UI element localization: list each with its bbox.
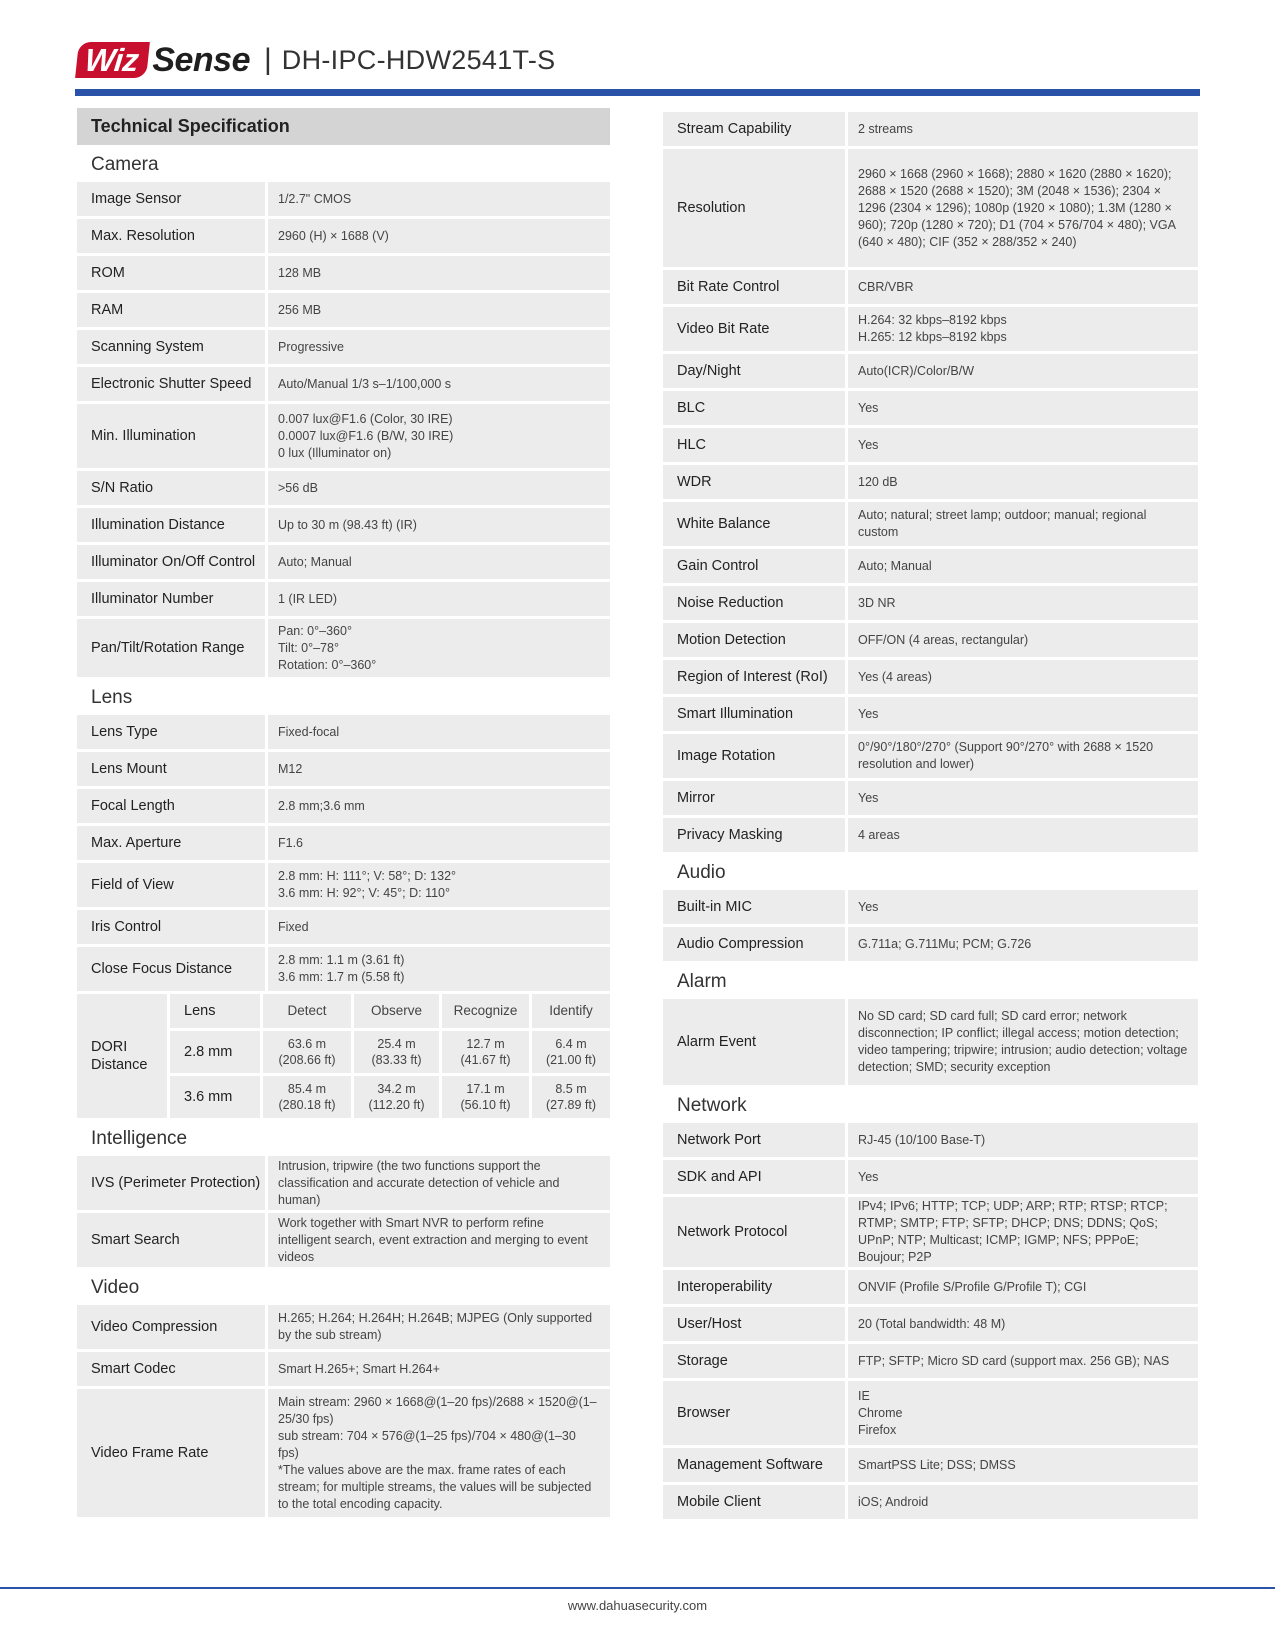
spec-value: H.264: 32 kbps–8192 kbps H.265: 12 kbps–8192 kbps bbox=[848, 307, 1198, 351]
spec-label: Audio Compression bbox=[663, 927, 845, 961]
spec-label: Storage bbox=[663, 1344, 845, 1378]
spec-label: WDR bbox=[663, 465, 845, 499]
spec-value: Yes (4 areas) bbox=[848, 660, 1198, 694]
spec-value: Main stream: 2960 × 1668@(1–20 fps)/2688 × 1520@(1–25/30 fps) sub stream: 704 × 576@(1–25 fps)/704 × 480@(1–30 fps) *The values above are the max. frame rates of each stream; for multiple streams, the values will be subjected to the total encoding capacity. bbox=[268, 1389, 610, 1517]
spec-row-stream-capability bbox=[663, 112, 1198, 146]
spec-row-storage bbox=[663, 1344, 1198, 1378]
dori-lens: 3.6 mm bbox=[170, 1076, 260, 1118]
spec-value: Auto; Manual bbox=[848, 549, 1198, 583]
spec-row-day-night bbox=[663, 354, 1198, 388]
spec-value: Pan: 0°–360° Tilt: 0°–78° Rotation: 0°–360° bbox=[268, 619, 610, 677]
spec-row-electronic-shutter-speed bbox=[77, 367, 610, 401]
dori-cell: 17.1 m (56.10 ft) bbox=[442, 1076, 529, 1118]
spec-label: Built-in MIC bbox=[663, 890, 845, 924]
spec-value: IE Chrome Firefox bbox=[848, 1381, 1198, 1445]
spec-value: Auto; Manual bbox=[268, 545, 610, 579]
spec-row-iris-control bbox=[77, 910, 610, 944]
spec-value: Yes bbox=[848, 781, 1198, 815]
spec-value: 4 areas bbox=[848, 818, 1198, 852]
spec-label: Mirror bbox=[663, 781, 845, 815]
logo-sense-text: Sense bbox=[152, 40, 250, 79]
spec-value: SmartPSS Lite; DSS; DMSS bbox=[848, 1448, 1198, 1482]
spec-row-built-in-mic bbox=[663, 890, 1198, 924]
spec-label: Close Focus Distance bbox=[77, 947, 265, 991]
spec-value: 2 streams bbox=[848, 112, 1198, 146]
spec-label: Focal Length bbox=[77, 789, 265, 823]
spec-row-bit-rate-control bbox=[663, 270, 1198, 304]
spec-value: 2.8 mm;3.6 mm bbox=[268, 789, 610, 823]
dori-grid bbox=[170, 994, 610, 1118]
spec-value: F1.6 bbox=[268, 826, 610, 860]
spec-row-pan-tilt-rotation-range bbox=[77, 619, 610, 677]
spec-value: Yes bbox=[848, 1160, 1198, 1194]
spec-label: User/Host bbox=[663, 1307, 845, 1341]
spec-row-management-software bbox=[663, 1448, 1198, 1482]
dori-header: Detect bbox=[263, 994, 351, 1028]
spec-label: Browser bbox=[663, 1381, 845, 1445]
spec-value: Yes bbox=[848, 890, 1198, 924]
spec-label: Alarm Event bbox=[663, 999, 845, 1085]
spec-label: Field of View bbox=[77, 863, 265, 907]
spec-row-s-n-ratio bbox=[77, 471, 610, 505]
spec-label: Lens Mount bbox=[77, 752, 265, 786]
spec-value: Auto(ICR)/Color/B/W bbox=[848, 354, 1198, 388]
logo-wiz-mark: Wiz bbox=[75, 42, 150, 78]
spec-row-scanning-system bbox=[77, 330, 610, 364]
dori-cell: 12.7 m (41.67 ft) bbox=[442, 1031, 529, 1073]
footer-url: www.dahuasecurity.com bbox=[567, 1598, 708, 1613]
spec-value: CBR/VBR bbox=[848, 270, 1198, 304]
spec-value: 0°/90°/180°/270° (Support 90°/270° with 2688 × 1520 resolution and lower) bbox=[848, 734, 1198, 778]
dori-distance-table bbox=[77, 994, 610, 1118]
spec-row-ram bbox=[77, 293, 610, 327]
spec-value: IPv4; IPv6; HTTP; TCP; UDP; ARP; RTP; RTSP; RTCP; RTMP; SMTP; FTP; SFTP; DHCP; DNS; DDNS; QoS; UPnP; NTP; Multicast; ICMP; IGMP; NFS; PPPoE; Boujour; P2P bbox=[848, 1197, 1198, 1267]
spec-row-max-resolution bbox=[77, 219, 610, 253]
spec-row-region-of-interest-roi bbox=[663, 660, 1198, 694]
spec-label: Gain Control bbox=[663, 549, 845, 583]
spec-label: Video Frame Rate bbox=[77, 1389, 265, 1517]
spec-label: S/N Ratio bbox=[77, 471, 265, 505]
spec-label: White Balance bbox=[663, 502, 845, 546]
section-title-camera: Camera bbox=[91, 154, 159, 175]
spec-value: 1 (IR LED) bbox=[268, 582, 610, 616]
spec-label: SDK and API bbox=[663, 1160, 845, 1194]
spec-label: Network Port bbox=[663, 1123, 845, 1157]
dori-cell: 25.4 m (83.33 ft) bbox=[354, 1031, 439, 1073]
spec-label: IVS (Perimeter Protection) bbox=[77, 1156, 265, 1210]
header-rule bbox=[75, 89, 1200, 96]
spec-row-image-sensor bbox=[77, 182, 610, 216]
spec-row-field-of-view bbox=[77, 863, 610, 907]
spec-row-mobile-client bbox=[663, 1485, 1198, 1519]
spec-row-wdr bbox=[663, 465, 1198, 499]
spec-row-network-protocol bbox=[663, 1197, 1198, 1267]
spec-value: ONVIF (Profile S/Profile G/Profile T); CGI bbox=[848, 1270, 1198, 1304]
spec-row-alarm-event bbox=[663, 999, 1198, 1085]
section-title-audio: Audio bbox=[677, 862, 726, 883]
spec-label: Pan/Tilt/Rotation Range bbox=[77, 619, 265, 677]
spec-row-network-port bbox=[663, 1123, 1198, 1157]
spec-value: Fixed bbox=[268, 910, 610, 944]
spec-label: Stream Capability bbox=[663, 112, 845, 146]
spec-row-user-host bbox=[663, 1307, 1198, 1341]
spec-row-video-frame-rate bbox=[77, 1389, 610, 1517]
spec-value: RJ-45 (10/100 Base-T) bbox=[848, 1123, 1198, 1157]
dori-cell: 8.5 m (27.89 ft) bbox=[532, 1076, 610, 1118]
right-spec-column bbox=[663, 112, 1198, 1522]
spec-row-browser bbox=[663, 1381, 1198, 1445]
page-header bbox=[77, 38, 555, 82]
spec-value: Yes bbox=[848, 391, 1198, 425]
spec-value: 2960 (H) × 1688 (V) bbox=[268, 219, 610, 253]
section-title-video: Video bbox=[91, 1277, 140, 1298]
spec-row-illuminator-number bbox=[77, 582, 610, 616]
spec-value: >56 dB bbox=[268, 471, 610, 505]
spec-label: RAM bbox=[77, 293, 265, 327]
spec-row-resolution bbox=[663, 149, 1198, 267]
spec-label: Video Compression bbox=[77, 1305, 265, 1349]
spec-value: 256 MB bbox=[268, 293, 610, 327]
header-separator: | bbox=[264, 43, 272, 76]
spec-label: Lens Type bbox=[77, 715, 265, 749]
spec-row-smart-search bbox=[77, 1213, 610, 1267]
spec-label: Min. Illumination bbox=[77, 404, 265, 468]
spec-row-video-compression bbox=[77, 1305, 610, 1349]
spec-row-audio-compression bbox=[663, 927, 1198, 961]
spec-label: Motion Detection bbox=[663, 623, 845, 657]
spec-label: Day/Night bbox=[663, 354, 845, 388]
spec-label: Privacy Masking bbox=[663, 818, 845, 852]
spec-label: Image Rotation bbox=[663, 734, 845, 778]
spec-row-illuminator-on-off-control bbox=[77, 545, 610, 579]
spec-label: Interoperability bbox=[663, 1270, 845, 1304]
spec-value: iOS; Android bbox=[848, 1485, 1198, 1519]
dori-header: Identify bbox=[532, 994, 610, 1028]
spec-row-white-balance bbox=[663, 502, 1198, 546]
model-number: DH-IPC-HDW2541T-S bbox=[281, 44, 556, 75]
spec-row-interoperability bbox=[663, 1270, 1198, 1304]
dori-cell: 6.4 m (21.00 ft) bbox=[532, 1031, 610, 1073]
spec-label: Image Sensor bbox=[77, 182, 265, 216]
spec-label: Iris Control bbox=[77, 910, 265, 944]
spec-label: Smart Search bbox=[77, 1213, 265, 1267]
spec-label: Max. Resolution bbox=[77, 219, 265, 253]
spec-row-smart-illumination bbox=[663, 697, 1198, 731]
spec-label: Smart Codec bbox=[77, 1352, 265, 1386]
spec-value: G.711a; G.711Mu; PCM; G.726 bbox=[848, 927, 1198, 961]
spec-row-gain-control bbox=[663, 549, 1198, 583]
spec-value: Yes bbox=[848, 697, 1198, 731]
dori-lens: 2.8 mm bbox=[170, 1031, 260, 1073]
spec-value: FTP; SFTP; Micro SD card (support max. 256 GB); NAS bbox=[848, 1344, 1198, 1378]
spec-row-privacy-masking bbox=[663, 818, 1198, 852]
spec-label: Scanning System bbox=[77, 330, 265, 364]
dori-header: Lens bbox=[170, 994, 260, 1028]
section-title-alarm: Alarm bbox=[677, 971, 727, 992]
spec-label: Bit Rate Control bbox=[663, 270, 845, 304]
spec-label: Video Bit Rate bbox=[663, 307, 845, 351]
spec-row-illumination-distance bbox=[77, 508, 610, 542]
spec-label: BLC bbox=[663, 391, 845, 425]
spec-row-ivs-perimeter-protection bbox=[77, 1156, 610, 1210]
spec-value: Up to 30 m (98.43 ft) (IR) bbox=[268, 508, 610, 542]
section-title-intelligence: Intelligence bbox=[91, 1128, 188, 1149]
spec-value: H.265; H.264; H.264H; H.264B; MJPEG (Only supported by the sub stream) bbox=[268, 1305, 610, 1349]
section-title-network: Network bbox=[677, 1095, 747, 1116]
spec-value: OFF/ON (4 areas, rectangular) bbox=[848, 623, 1198, 657]
spec-label: Network Protocol bbox=[663, 1197, 845, 1267]
spec-label: ROM bbox=[77, 256, 265, 290]
spec-row-mirror bbox=[663, 781, 1198, 815]
spec-value: 128 MB bbox=[268, 256, 610, 290]
spec-row-focal-length bbox=[77, 789, 610, 823]
spec-row-lens-type bbox=[77, 715, 610, 749]
spec-value: Smart H.265+; Smart H.264+ bbox=[268, 1352, 610, 1386]
dori-cell: 85.4 m (280.18 ft) bbox=[263, 1076, 351, 1118]
dori-cell: 63.6 m (208.66 ft) bbox=[263, 1031, 351, 1073]
section-title-lens: Lens bbox=[91, 687, 133, 708]
spec-row-blc bbox=[663, 391, 1198, 425]
spec-label: Management Software bbox=[663, 1448, 845, 1482]
spec-value: M12 bbox=[268, 752, 610, 786]
spec-label: Illumination Distance bbox=[77, 508, 265, 542]
spec-row-max-aperture bbox=[77, 826, 610, 860]
spec-row-lens-mount bbox=[77, 752, 610, 786]
dori-label: DORI Distance bbox=[77, 994, 167, 1118]
spec-row-sdk-and-api bbox=[663, 1160, 1198, 1194]
spec-label: Illuminator Number bbox=[77, 582, 265, 616]
spec-value: Fixed-focal bbox=[268, 715, 610, 749]
spec-value: 120 dB bbox=[848, 465, 1198, 499]
spec-value: 2960 × 1668 (2960 × 1668); 2880 × 1620 (2880 × 1620); 2688 × 1520 (2688 × 1520); 3M (2048 × 1536); 2304 × 1296 (2304 × 1296); 1080p (1920 × 1080); 1.3M (1280 × 960); 720p (1280 × 720); D1 (704 × 576/704 × 480); VGA (640 × 480); CIF (352 × 288/352 × 240) bbox=[848, 149, 1198, 267]
spec-row-noise-reduction bbox=[663, 586, 1198, 620]
spec-value: 2.8 mm: 1.1 m (3.61 ft) 3.6 mm: 1.7 m (5.58 ft) bbox=[268, 947, 610, 991]
spec-label: Mobile Client bbox=[663, 1485, 845, 1519]
dori-cell: 34.2 m (112.20 ft) bbox=[354, 1076, 439, 1118]
spec-value: Auto/Manual 1/3 s–1/100,000 s bbox=[268, 367, 610, 401]
wizsense-logo bbox=[77, 41, 250, 80]
spec-label: Electronic Shutter Speed bbox=[77, 367, 265, 401]
spec-value: 1/2.7" CMOS bbox=[268, 182, 610, 216]
spec-row-close-focus-distance bbox=[77, 947, 610, 991]
spec-title: Technical Specification bbox=[77, 108, 610, 145]
spec-value: 20 (Total bandwidth: 48 M) bbox=[848, 1307, 1198, 1341]
spec-row-motion-detection bbox=[663, 623, 1198, 657]
spec-label: Noise Reduction bbox=[663, 586, 845, 620]
spec-label: Smart Illumination bbox=[663, 697, 845, 731]
dori-header: Recognize bbox=[442, 994, 529, 1028]
spec-row-video-bit-rate bbox=[663, 307, 1198, 351]
spec-value: 0.007 lux@F1.6 (Color, 30 IRE) 0.0007 lux@F1.6 (B/W, 30 IRE) 0 lux (Illuminator on) bbox=[268, 404, 610, 468]
spec-row-min-illumination bbox=[77, 404, 610, 468]
left-spec-column bbox=[77, 108, 610, 1520]
spec-row-rom bbox=[77, 256, 610, 290]
spec-row-image-rotation bbox=[663, 734, 1198, 778]
footer-rule bbox=[0, 1587, 1275, 1589]
spec-label: Resolution bbox=[663, 149, 845, 267]
spec-value: No SD card; SD card full; SD card error; network disconnection; IP conflict; illegal access; motion detection; video tampering; tripwire; intrusion; audio detection; voltage detection; SMD; security exception bbox=[848, 999, 1198, 1085]
spec-value: 3D NR bbox=[848, 586, 1198, 620]
spec-value: Auto; natural; street lamp; outdoor; manual; regional custom bbox=[848, 502, 1198, 546]
spec-value: Work together with Smart NVR to perform refine intelligent search, event extraction and merging to event videos bbox=[268, 1213, 610, 1267]
spec-value: Progressive bbox=[268, 330, 610, 364]
spec-label: Illuminator On/Off Control bbox=[77, 545, 265, 579]
spec-label: Max. Aperture bbox=[77, 826, 265, 860]
spec-value: Yes bbox=[848, 428, 1198, 462]
spec-row-hlc bbox=[663, 428, 1198, 462]
spec-label: HLC bbox=[663, 428, 845, 462]
spec-row-smart-codec bbox=[77, 1352, 610, 1386]
dori-header: Observe bbox=[354, 994, 439, 1028]
spec-label: Region of Interest (RoI) bbox=[663, 660, 845, 694]
spec-value: Intrusion, tripwire (the two functions support the classification and accurate detection of vehicle and human) bbox=[268, 1156, 610, 1210]
spec-value: 2.8 mm: H: 111°; V: 58°; D: 132° 3.6 mm: H: 92°; V: 45°; D: 110° bbox=[268, 863, 610, 907]
